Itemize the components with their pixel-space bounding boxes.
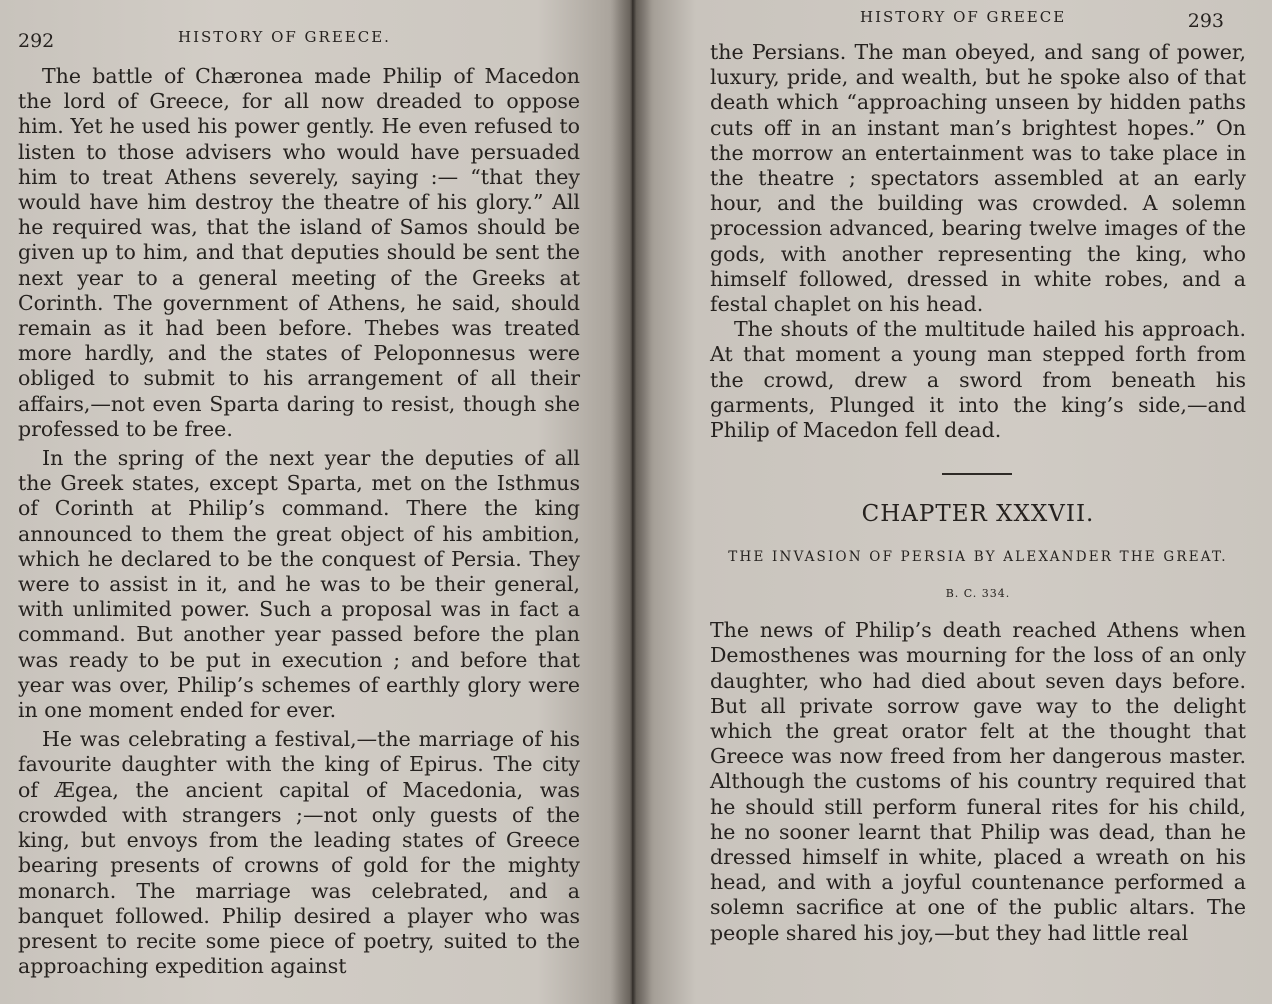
paragraph-chapter-opening: The news of Philip’s death reached Athens when Demosthenes was mourning for the loss of an only daughter, who had died about seven days before. But all private sorrow gave way to the delight which the great orator felt at the thought that Greece was now freed from her dangerous master. Although the customs of his country required that he should still perform funeral rites for his child, he no sooner learnt that Philip was dead, than he dressed himself in white, placed a wreath on his head, and with a joyful countenance performed a solemn sacrifice at one of the public altars. The people shared his joy,—but they had little real <box>710 618 1246 945</box>
left-page <box>0 0 632 1004</box>
chapter-title: CHAPTER XXXVII. <box>861 501 1095 528</box>
chapter-subtitle: THE INVASION OF PERSIA BY ALEXANDER THE GREAT. <box>728 549 1228 566</box>
paragraph-continued: the Persians. The man obeyed, and sang of power, luxury, pride, and wealth, but he spoke also of that death which “approaching unseen by hidden paths cuts off in an instant man’s brightest hopes.” On the morrow an entertainment was to take place in the theatre ; spectators assembled at an early hour, and the building was crowded. A solemn procession advanced, bearing twelve images of the gods, with another representing the king, who himself followed, dressed in white robes, and a festal chaplet on his head. <box>710 40 1246 317</box>
running-head-right <box>710 8 1246 40</box>
paragraph-assassination: The shouts of the multitude hailed his approach. At that moment a young man stepped forth from the crowd, drew a sword from beneath his garments, Plunged it into the king’s side,—and Philip of Macedon fell dead. <box>710 317 1246 443</box>
section-divider <box>942 473 1012 475</box>
paragraph-festival: He was celebrating a festival,—the marriage of his favourite daughter with the king of Epirus. The city of Ægea, the ancient capital of Macedonia, was crowded with strangers ;—not only guests of the king, but envoys from the leading states of Greece bearing presents of crowns of gold for the mighty monarch. The marriage was celebrated, and a banquet followed. Philip desired a player who was present to recite some piece of poetry, suited to the approaching expedition against <box>18 727 580 979</box>
paragraph-chaeronea: The battle of Chæronea made Philip of Macedon the lord of Greece, for all now dreaded to oppose him. Yet he used his power gently. He even refused to listen to those advisers who would have persuaded him to treat Athens severely, saying :— “that they would have him destroy the theatre of his glory.” All he required was, that the island of Samos should be given up to him, and that deputies should be sent the next year to a general meeting of the Greeks at Corinth. The government of Athens, he said, should remain as it had been before. Thebes was treated more hardly, and the states of Peloponnesus were obliged to submit to his arrangement of all their affairs,—not even Sparta daring to resist, though she professed to be free. <box>18 64 580 441</box>
running-head-left <box>18 28 580 60</box>
running-title-left: HISTORY OF GREECE. <box>178 28 391 46</box>
paragraph-corinth-meeting: In the spring of the next year the deputies of all the Greek states, except Sparta, met on the Isthmus of Corinth at Philip’s command. There the king announced to them the great object of his ambition, which he declared to be the conquest of Persia. They were to assist in it, and he was to be their general, with unlimited power. Such a proposal was in fact a command. But another year passed before the plan was ready to be put in execution ; and before that year was over, Philip’s schemes of earthly glory were in one moment ended for ever. <box>18 446 580 723</box>
running-title-right: HISTORY OF GREECE <box>860 8 1067 26</box>
chapter-date: B. C. 334. <box>945 587 1011 601</box>
page-number-left: 292 <box>18 30 55 52</box>
page-number-right: 293 <box>1187 10 1224 32</box>
right-page <box>632 0 1272 1004</box>
